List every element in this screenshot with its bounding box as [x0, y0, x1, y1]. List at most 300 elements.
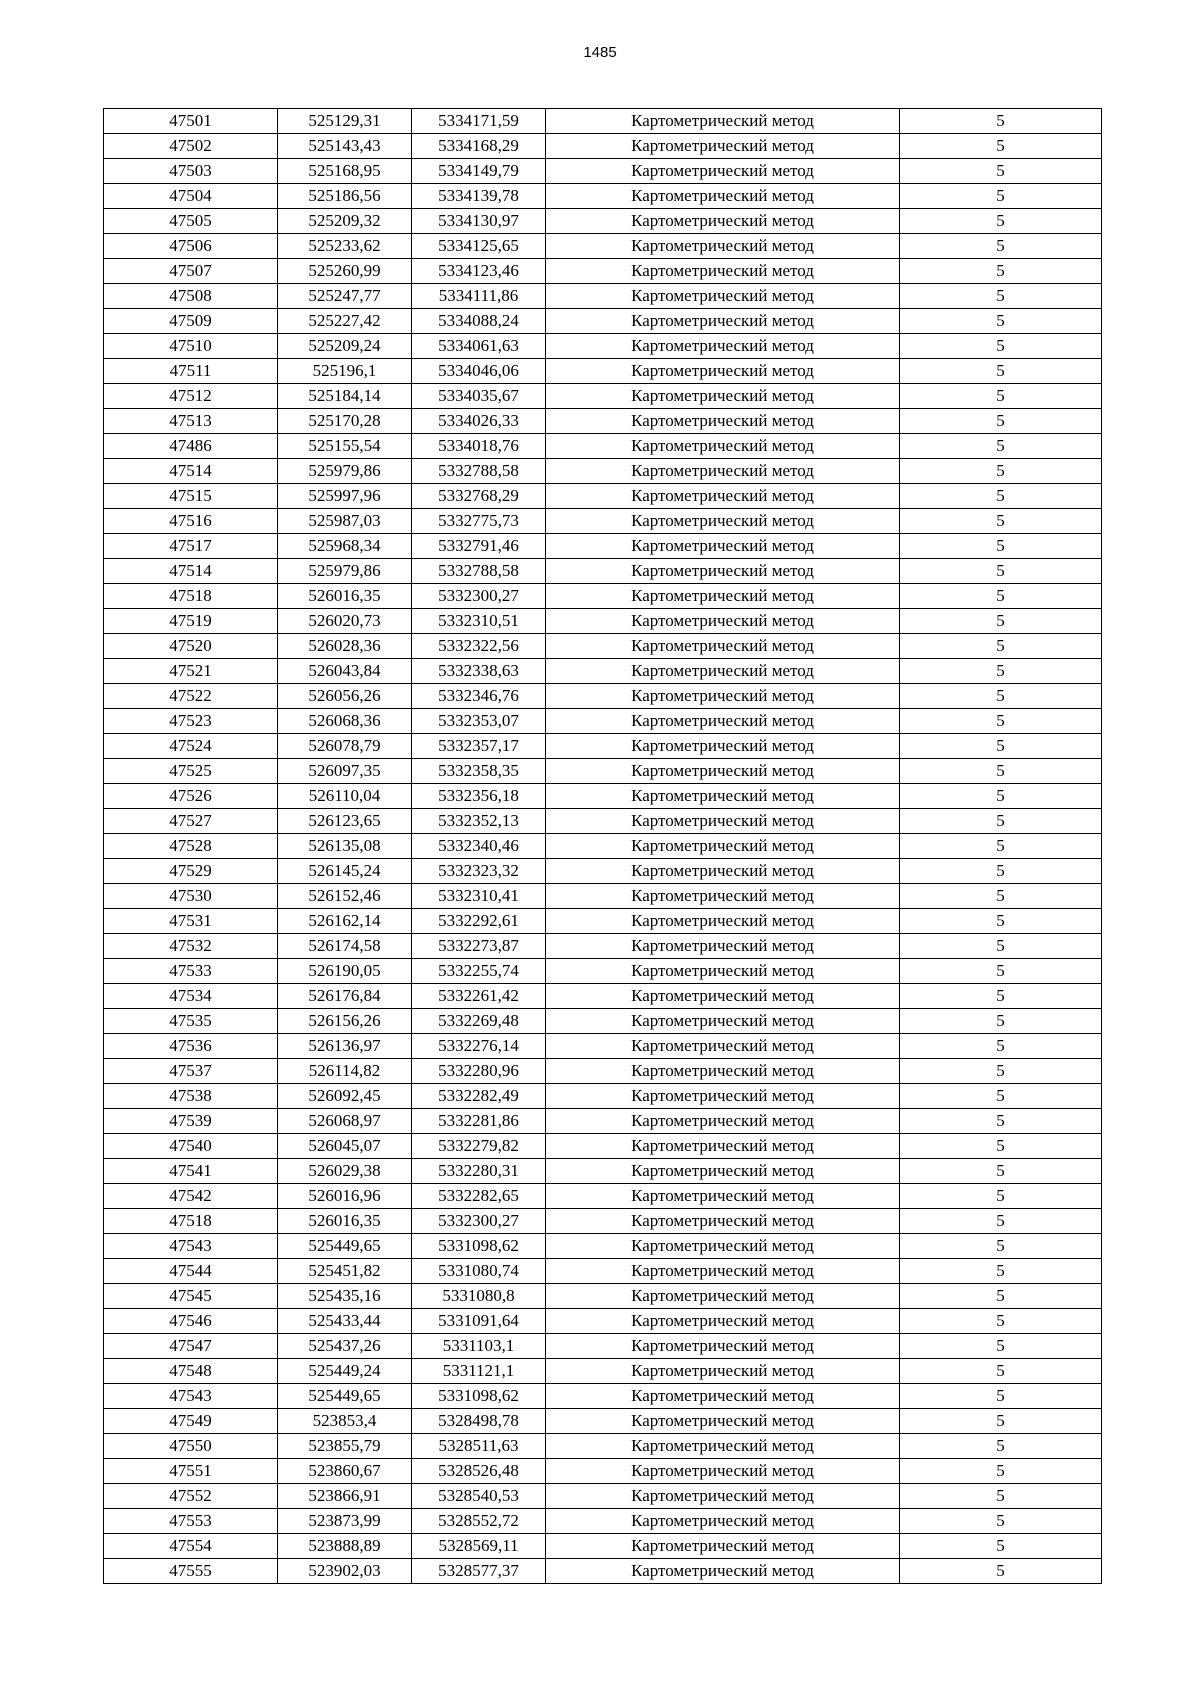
table-body: [104, 109, 1102, 1584]
x-coordinate-cell: 525433,44: [278, 1309, 412, 1334]
accuracy-cell: 5: [900, 459, 1102, 484]
point-number-cell: 47552: [104, 1484, 278, 1509]
accuracy-cell: 5: [900, 909, 1102, 934]
accuracy-cell: 5: [900, 709, 1102, 734]
point-number-cell: 47549: [104, 1409, 278, 1434]
table-row: [104, 459, 1102, 484]
accuracy-cell: 5: [900, 334, 1102, 359]
y-coordinate-cell: 5332276,14: [412, 1034, 546, 1059]
method-cell: Картометрический метод: [546, 1184, 900, 1209]
table-row: [104, 1184, 1102, 1209]
method-cell: Картометрический метод: [546, 934, 900, 959]
table-row: [104, 909, 1102, 934]
accuracy-cell: 5: [900, 1409, 1102, 1434]
point-number-cell: 47525: [104, 759, 278, 784]
accuracy-cell: 5: [900, 159, 1102, 184]
point-number-cell: 47538: [104, 1084, 278, 1109]
method-cell: Картометрический метод: [546, 909, 900, 934]
method-cell: Картометрический метод: [546, 1409, 900, 1434]
point-number-cell: 47518: [104, 584, 278, 609]
point-number-cell: 47502: [104, 134, 278, 159]
accuracy-cell: 5: [900, 1184, 1102, 1209]
table-row: [104, 1084, 1102, 1109]
method-cell: Картометрический метод: [546, 1009, 900, 1034]
accuracy-cell: 5: [900, 309, 1102, 334]
table-row: [104, 384, 1102, 409]
accuracy-cell: 5: [900, 959, 1102, 984]
method-cell: Картометрический метод: [546, 1509, 900, 1534]
point-number-cell: 47521: [104, 659, 278, 684]
method-cell: Картометрический метод: [546, 509, 900, 534]
method-cell: Картометрический метод: [546, 1534, 900, 1559]
point-number-cell: 47546: [104, 1309, 278, 1334]
x-coordinate-cell: 526162,14: [278, 909, 412, 934]
table-row: [104, 1259, 1102, 1284]
y-coordinate-cell: 5328540,53: [412, 1484, 546, 1509]
method-cell: Картометрический метод: [546, 234, 900, 259]
accuracy-cell: 5: [900, 284, 1102, 309]
x-coordinate-cell: 525209,32: [278, 209, 412, 234]
point-number-cell: 47505: [104, 209, 278, 234]
x-coordinate-cell: 526068,97: [278, 1109, 412, 1134]
y-coordinate-cell: 5334111,86: [412, 284, 546, 309]
method-cell: Картометрический метод: [546, 259, 900, 284]
x-coordinate-cell: 526043,84: [278, 659, 412, 684]
y-coordinate-cell: 5332261,42: [412, 984, 546, 1009]
method-cell: Картометрический метод: [546, 159, 900, 184]
y-coordinate-cell: 5334035,67: [412, 384, 546, 409]
point-number-cell: 47503: [104, 159, 278, 184]
accuracy-cell: 5: [900, 134, 1102, 159]
coordinates-table: [103, 108, 1102, 1584]
x-coordinate-cell: 525987,03: [278, 509, 412, 534]
x-coordinate-cell: 526176,84: [278, 984, 412, 1009]
accuracy-cell: 5: [900, 1459, 1102, 1484]
table-row: [104, 959, 1102, 984]
method-cell: Картометрический метод: [546, 459, 900, 484]
table-row: [104, 1459, 1102, 1484]
method-cell: Картометрический метод: [546, 1559, 900, 1584]
accuracy-cell: 5: [900, 534, 1102, 559]
y-coordinate-cell: 5332310,51: [412, 609, 546, 634]
y-coordinate-cell: 5334018,76: [412, 434, 546, 459]
point-number-cell: 47539: [104, 1109, 278, 1134]
accuracy-cell: 5: [900, 634, 1102, 659]
point-number-cell: 47514: [104, 459, 278, 484]
table-row: [104, 984, 1102, 1009]
y-coordinate-cell: 5334026,33: [412, 409, 546, 434]
point-number-cell: 47545: [104, 1284, 278, 1309]
accuracy-cell: 5: [900, 934, 1102, 959]
method-cell: Картометрический метод: [546, 284, 900, 309]
method-cell: Картометрический метод: [546, 209, 900, 234]
table-row: [104, 309, 1102, 334]
table-row: [104, 259, 1102, 284]
accuracy-cell: 5: [900, 1359, 1102, 1384]
accuracy-cell: 5: [900, 409, 1102, 434]
point-number-cell: 47544: [104, 1259, 278, 1284]
x-coordinate-cell: 526123,65: [278, 809, 412, 834]
point-number-cell: 47517: [104, 534, 278, 559]
y-coordinate-cell: 5328569,11: [412, 1534, 546, 1559]
point-number-cell: 47524: [104, 734, 278, 759]
accuracy-cell: 5: [900, 1059, 1102, 1084]
y-coordinate-cell: 5332300,27: [412, 584, 546, 609]
accuracy-cell: 5: [900, 609, 1102, 634]
method-cell: Картометрический метод: [546, 1034, 900, 1059]
accuracy-cell: 5: [900, 1159, 1102, 1184]
y-coordinate-cell: 5332323,32: [412, 859, 546, 884]
method-cell: Картометрический метод: [546, 1259, 900, 1284]
table-row: [104, 1059, 1102, 1084]
x-coordinate-cell: 526056,26: [278, 684, 412, 709]
method-cell: Картометрический метод: [546, 759, 900, 784]
page-number: 1485: [583, 44, 617, 61]
accuracy-cell: 5: [900, 659, 1102, 684]
point-number-cell: 47535: [104, 1009, 278, 1034]
x-coordinate-cell: 523902,03: [278, 1559, 412, 1584]
y-coordinate-cell: 5332292,61: [412, 909, 546, 934]
x-coordinate-cell: 526145,24: [278, 859, 412, 884]
x-coordinate-cell: 523860,67: [278, 1459, 412, 1484]
accuracy-cell: 5: [900, 1134, 1102, 1159]
method-cell: Картометрический метод: [546, 809, 900, 834]
table-row: [104, 359, 1102, 384]
y-coordinate-cell: 5332300,27: [412, 1209, 546, 1234]
table-row: [104, 434, 1102, 459]
accuracy-cell: 5: [900, 1259, 1102, 1284]
table-row: [104, 1009, 1102, 1034]
x-coordinate-cell: 526045,07: [278, 1134, 412, 1159]
y-coordinate-cell: 5332352,13: [412, 809, 546, 834]
point-number-cell: 47536: [104, 1034, 278, 1059]
method-cell: Картометрический метод: [546, 1434, 900, 1459]
x-coordinate-cell: 523855,79: [278, 1434, 412, 1459]
point-number-cell: 47554: [104, 1534, 278, 1559]
table-row: [104, 1559, 1102, 1584]
y-coordinate-cell: 5332357,17: [412, 734, 546, 759]
x-coordinate-cell: 526190,05: [278, 959, 412, 984]
accuracy-cell: 5: [900, 684, 1102, 709]
x-coordinate-cell: 525451,82: [278, 1259, 412, 1284]
table-row: [104, 809, 1102, 834]
method-cell: Картометрический метод: [546, 659, 900, 684]
accuracy-cell: 5: [900, 784, 1102, 809]
method-cell: Картометрический метод: [546, 734, 900, 759]
method-cell: Картометрический метод: [546, 1134, 900, 1159]
method-cell: Картометрический метод: [546, 384, 900, 409]
y-coordinate-cell: 5331091,64: [412, 1309, 546, 1334]
point-number-cell: 47532: [104, 934, 278, 959]
accuracy-cell: 5: [900, 859, 1102, 884]
point-number-cell: 47528: [104, 834, 278, 859]
accuracy-cell: 5: [900, 234, 1102, 259]
point-number-cell: 47519: [104, 609, 278, 634]
point-number-cell: 47486: [104, 434, 278, 459]
x-coordinate-cell: 525155,54: [278, 434, 412, 459]
table-row: [104, 1334, 1102, 1359]
point-number-cell: 47526: [104, 784, 278, 809]
table-row: [104, 859, 1102, 884]
x-coordinate-cell: 525449,65: [278, 1234, 412, 1259]
table-row: [104, 1209, 1102, 1234]
accuracy-cell: 5: [900, 1434, 1102, 1459]
x-coordinate-cell: 526028,36: [278, 634, 412, 659]
point-number-cell: 47509: [104, 309, 278, 334]
table-row: [104, 609, 1102, 634]
method-cell: Картометрический метод: [546, 984, 900, 1009]
x-coordinate-cell: 525979,86: [278, 459, 412, 484]
table-row: [104, 409, 1102, 434]
table-row: [104, 1309, 1102, 1334]
method-cell: Картометрический метод: [546, 859, 900, 884]
method-cell: Картометрический метод: [546, 534, 900, 559]
point-number-cell: 47504: [104, 184, 278, 209]
x-coordinate-cell: 526078,79: [278, 734, 412, 759]
method-cell: Картометрический метод: [546, 1159, 900, 1184]
accuracy-cell: 5: [900, 1534, 1102, 1559]
x-coordinate-cell: 525233,62: [278, 234, 412, 259]
point-number-cell: 47506: [104, 234, 278, 259]
point-number-cell: 47543: [104, 1234, 278, 1259]
table-row: [104, 1034, 1102, 1059]
x-coordinate-cell: 525997,96: [278, 484, 412, 509]
table-row: [104, 1384, 1102, 1409]
point-number-cell: 47516: [104, 509, 278, 534]
y-coordinate-cell: 5331098,62: [412, 1384, 546, 1409]
y-coordinate-cell: 5334061,63: [412, 334, 546, 359]
table-row: [104, 1109, 1102, 1134]
table-row: [104, 109, 1102, 134]
accuracy-cell: 5: [900, 509, 1102, 534]
y-coordinate-cell: 5331103,1: [412, 1334, 546, 1359]
table-row: [104, 709, 1102, 734]
accuracy-cell: 5: [900, 734, 1102, 759]
table-row: [104, 534, 1102, 559]
x-coordinate-cell: 525449,65: [278, 1384, 412, 1409]
point-number-cell: 47501: [104, 109, 278, 134]
x-coordinate-cell: 526135,08: [278, 834, 412, 859]
y-coordinate-cell: 5328526,48: [412, 1459, 546, 1484]
x-coordinate-cell: 525209,24: [278, 334, 412, 359]
y-coordinate-cell: 5334168,29: [412, 134, 546, 159]
point-number-cell: 47548: [104, 1359, 278, 1384]
table-row: [104, 284, 1102, 309]
y-coordinate-cell: 5332310,41: [412, 884, 546, 909]
y-coordinate-cell: 5332279,82: [412, 1134, 546, 1159]
accuracy-cell: 5: [900, 559, 1102, 584]
accuracy-cell: 5: [900, 209, 1102, 234]
y-coordinate-cell: 5332788,58: [412, 559, 546, 584]
accuracy-cell: 5: [900, 1109, 1102, 1134]
x-coordinate-cell: 525129,31: [278, 109, 412, 134]
point-number-cell: 47531: [104, 909, 278, 934]
method-cell: Картометрический метод: [546, 709, 900, 734]
table-row: [104, 1409, 1102, 1434]
method-cell: Картометрический метод: [546, 359, 900, 384]
point-number-cell: 47527: [104, 809, 278, 834]
accuracy-cell: 5: [900, 1284, 1102, 1309]
table-row: [104, 1134, 1102, 1159]
x-coordinate-cell: 525968,34: [278, 534, 412, 559]
y-coordinate-cell: 5332282,65: [412, 1184, 546, 1209]
table-row: [104, 1284, 1102, 1309]
x-coordinate-cell: 525143,43: [278, 134, 412, 159]
method-cell: Картометрический метод: [546, 1084, 900, 1109]
point-number-cell: 47550: [104, 1434, 278, 1459]
method-cell: Картометрический метод: [546, 1209, 900, 1234]
table-row: [104, 1234, 1102, 1259]
table-row: [104, 1159, 1102, 1184]
x-coordinate-cell: 526029,38: [278, 1159, 412, 1184]
accuracy-cell: 5: [900, 834, 1102, 859]
method-cell: Картометрический метод: [546, 1059, 900, 1084]
method-cell: Картометрический метод: [546, 1309, 900, 1334]
y-coordinate-cell: 5332280,96: [412, 1059, 546, 1084]
method-cell: Картометрический метод: [546, 784, 900, 809]
table-row: [104, 784, 1102, 809]
x-coordinate-cell: 526092,45: [278, 1084, 412, 1109]
method-cell: Картометрический метод: [546, 1459, 900, 1484]
point-number-cell: 47512: [104, 384, 278, 409]
y-coordinate-cell: 5334130,97: [412, 209, 546, 234]
method-cell: Картометрический метод: [546, 1484, 900, 1509]
accuracy-cell: 5: [900, 1509, 1102, 1534]
y-coordinate-cell: 5331098,62: [412, 1234, 546, 1259]
table-row: [104, 559, 1102, 584]
point-number-cell: 47523: [104, 709, 278, 734]
method-cell: Картометрический метод: [546, 834, 900, 859]
accuracy-cell: 5: [900, 584, 1102, 609]
y-coordinate-cell: 5334088,24: [412, 309, 546, 334]
method-cell: Картометрический метод: [546, 334, 900, 359]
method-cell: Картометрический метод: [546, 634, 900, 659]
method-cell: Картометрический метод: [546, 1284, 900, 1309]
y-coordinate-cell: 5332282,49: [412, 1084, 546, 1109]
point-number-cell: 47553: [104, 1509, 278, 1534]
table-row: [104, 159, 1102, 184]
y-coordinate-cell: 5328498,78: [412, 1409, 546, 1434]
point-number-cell: 47537: [104, 1059, 278, 1084]
accuracy-cell: 5: [900, 1234, 1102, 1259]
accuracy-cell: 5: [900, 359, 1102, 384]
y-coordinate-cell: 5331080,8: [412, 1284, 546, 1309]
accuracy-cell: 5: [900, 809, 1102, 834]
x-coordinate-cell: 526152,46: [278, 884, 412, 909]
accuracy-cell: 5: [900, 1309, 1102, 1334]
accuracy-cell: 5: [900, 384, 1102, 409]
y-coordinate-cell: 5334149,79: [412, 159, 546, 184]
point-number-cell: 47513: [104, 409, 278, 434]
y-coordinate-cell: 5332255,74: [412, 959, 546, 984]
point-number-cell: 47514: [104, 559, 278, 584]
method-cell: Картометрический метод: [546, 134, 900, 159]
point-number-cell: 47555: [104, 1559, 278, 1584]
x-coordinate-cell: 526020,73: [278, 609, 412, 634]
method-cell: Картометрический метод: [546, 684, 900, 709]
table-row: [104, 484, 1102, 509]
y-coordinate-cell: 5334046,06: [412, 359, 546, 384]
x-coordinate-cell: 526016,35: [278, 584, 412, 609]
y-coordinate-cell: 5334125,65: [412, 234, 546, 259]
table-row: [104, 234, 1102, 259]
y-coordinate-cell: 5332280,31: [412, 1159, 546, 1184]
point-number-cell: 47510: [104, 334, 278, 359]
x-coordinate-cell: 525196,1: [278, 359, 412, 384]
point-number-cell: 47551: [104, 1459, 278, 1484]
method-cell: Картометрический метод: [546, 1234, 900, 1259]
accuracy-cell: 5: [900, 259, 1102, 284]
table-row: [104, 634, 1102, 659]
accuracy-cell: 5: [900, 184, 1102, 209]
method-cell: Картометрический метод: [546, 609, 900, 634]
x-coordinate-cell: 523866,91: [278, 1484, 412, 1509]
accuracy-cell: 5: [900, 884, 1102, 909]
x-coordinate-cell: 526174,58: [278, 934, 412, 959]
point-number-cell: 47518: [104, 1209, 278, 1234]
table-row: [104, 509, 1102, 534]
y-coordinate-cell: 5332346,76: [412, 684, 546, 709]
point-number-cell: 47508: [104, 284, 278, 309]
point-number-cell: 47533: [104, 959, 278, 984]
method-cell: Картометрический метод: [546, 109, 900, 134]
table-row: [104, 209, 1102, 234]
table-row: [104, 684, 1102, 709]
accuracy-cell: 5: [900, 1484, 1102, 1509]
accuracy-cell: 5: [900, 1384, 1102, 1409]
point-number-cell: 47520: [104, 634, 278, 659]
point-number-cell: 47534: [104, 984, 278, 1009]
point-number-cell: 47530: [104, 884, 278, 909]
y-coordinate-cell: 5332358,35: [412, 759, 546, 784]
y-coordinate-cell: 5334171,59: [412, 109, 546, 134]
method-cell: Картометрический метод: [546, 559, 900, 584]
y-coordinate-cell: 5332775,73: [412, 509, 546, 534]
x-coordinate-cell: 526156,26: [278, 1009, 412, 1034]
accuracy-cell: 5: [900, 984, 1102, 1009]
y-coordinate-cell: 5334123,46: [412, 259, 546, 284]
table-row: [104, 884, 1102, 909]
x-coordinate-cell: 523888,89: [278, 1534, 412, 1559]
x-coordinate-cell: 525170,28: [278, 409, 412, 434]
accuracy-cell: 5: [900, 759, 1102, 784]
table-row: [104, 584, 1102, 609]
x-coordinate-cell: 526114,82: [278, 1059, 412, 1084]
y-coordinate-cell: 5331080,74: [412, 1259, 546, 1284]
table-row: [104, 734, 1102, 759]
table-row: [104, 1509, 1102, 1534]
accuracy-cell: 5: [900, 1084, 1102, 1109]
table-row: [104, 934, 1102, 959]
x-coordinate-cell: 525437,26: [278, 1334, 412, 1359]
x-coordinate-cell: 526110,04: [278, 784, 412, 809]
x-coordinate-cell: 523873,99: [278, 1509, 412, 1534]
point-number-cell: 47515: [104, 484, 278, 509]
accuracy-cell: 5: [900, 484, 1102, 509]
table-row: [104, 334, 1102, 359]
method-cell: Картометрический метод: [546, 1384, 900, 1409]
y-coordinate-cell: 5332322,56: [412, 634, 546, 659]
y-coordinate-cell: 5328577,37: [412, 1559, 546, 1584]
point-number-cell: 47542: [104, 1184, 278, 1209]
table-row: [104, 1359, 1102, 1384]
point-number-cell: 47511: [104, 359, 278, 384]
method-cell: Картометрический метод: [546, 434, 900, 459]
table-row: [104, 134, 1102, 159]
y-coordinate-cell: 5332281,86: [412, 1109, 546, 1134]
y-coordinate-cell: 5332340,46: [412, 834, 546, 859]
method-cell: Картометрический метод: [546, 1359, 900, 1384]
